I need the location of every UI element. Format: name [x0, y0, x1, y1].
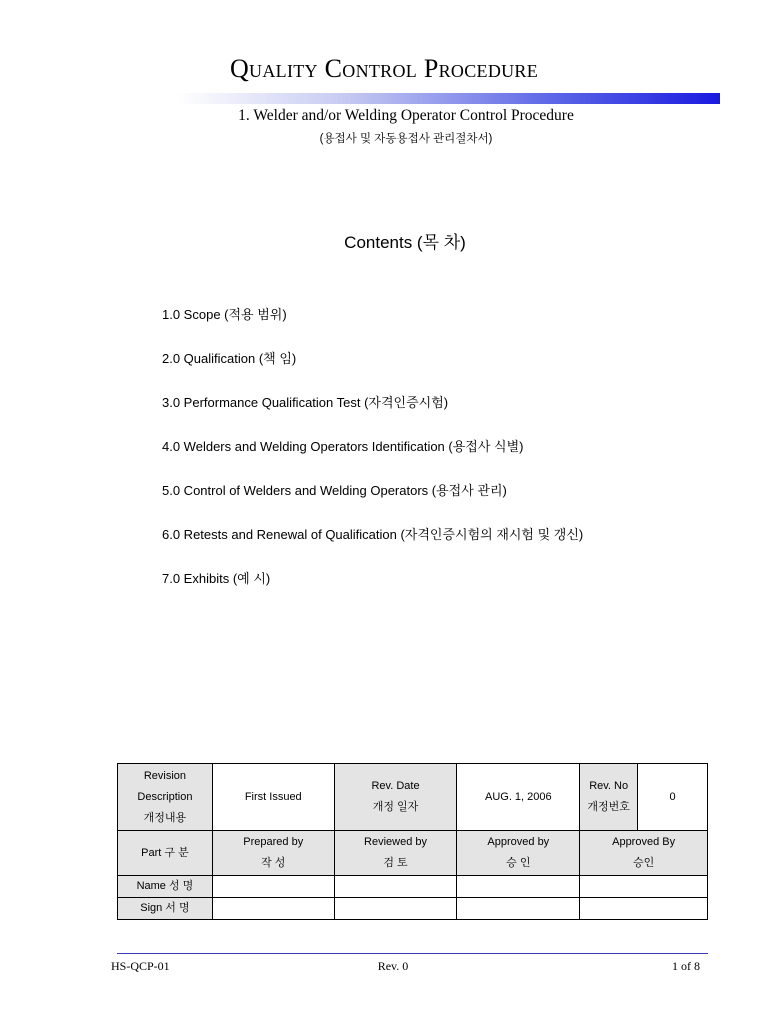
approved-by-final-label: Approved By 승인 [580, 831, 708, 876]
footer-page-number: 1 of 8 [672, 959, 700, 973]
revision-description-value: First Issued [212, 764, 334, 831]
table-row [118, 898, 708, 920]
prepared-by-name-cell [212, 876, 334, 898]
contents-item-retests: 6.0 Retests and Renewal of Qualification (자격인증시험의 재시험 및 갱신) [162, 527, 584, 542]
reviewed-by-sign-cell [334, 898, 457, 920]
contents-list [162, 306, 583, 614]
contents-item-identification: 4.0 Welders and Welding Operators Identification (용접사 식별) [162, 439, 524, 454]
table-row [118, 876, 708, 898]
name-label: Name 성 명 [118, 876, 213, 898]
reviewed-by-label: Reviewed by 검 토 [334, 831, 457, 876]
rev-date-label: Rev. Date 개정 일자 [334, 764, 457, 831]
table-row [118, 764, 708, 831]
contents-heading: Contents (목 차) [344, 233, 466, 252]
document-subtitle-korean: (용접사 및 자동용접사 관리절차서) [319, 133, 493, 145]
document-title: Quality Control Procedure [229, 54, 539, 83]
rev-date-value: AUG. 1, 2006 [457, 764, 580, 831]
title-gradient-bar [178, 93, 720, 104]
footer-doc-code: HS-QCP-01 [111, 959, 170, 973]
footer-revision: Rev. 0 [377, 959, 409, 973]
rev-no-value: 0 [638, 764, 708, 831]
footer-rule [117, 953, 708, 954]
prepared-by-sign-cell [212, 898, 334, 920]
revision-description-label: Revision Description 개정내용 [118, 764, 213, 831]
table-row [118, 831, 708, 876]
contents-item-scope: 1.0 Scope (적용 범위) [162, 307, 287, 322]
approved-by-final-name-cell [580, 876, 708, 898]
revision-approval-table [117, 763, 708, 920]
contents-item-performance-test: 3.0 Performance Qualification Test (자격인증시험) [162, 395, 449, 410]
rev-no-label: Rev. No 개정번호 [580, 764, 638, 831]
approved-by-final-sign-cell [580, 898, 708, 920]
approved-by-name-cell [457, 876, 580, 898]
approved-by-label: Approved by 승 인 [457, 831, 580, 876]
contents-item-qualification: 2.0 Qualification (책 임) [162, 351, 297, 366]
document-subtitle: 1. Welder and/or Welding Operator Control Procedure [238, 107, 574, 124]
approved-by-sign-cell [457, 898, 580, 920]
reviewed-by-name-cell [334, 876, 457, 898]
contents-item-exhibits: 7.0 Exhibits (예 시) [162, 571, 271, 586]
part-label: Part 구 분 [118, 831, 213, 876]
sign-label: Sign 서 명 [118, 898, 213, 920]
contents-item-control: 5.0 Control of Welders and Welding Operators (용접사 관리) [162, 483, 507, 498]
prepared-by-label: Prepared by 작 성 [212, 831, 334, 876]
